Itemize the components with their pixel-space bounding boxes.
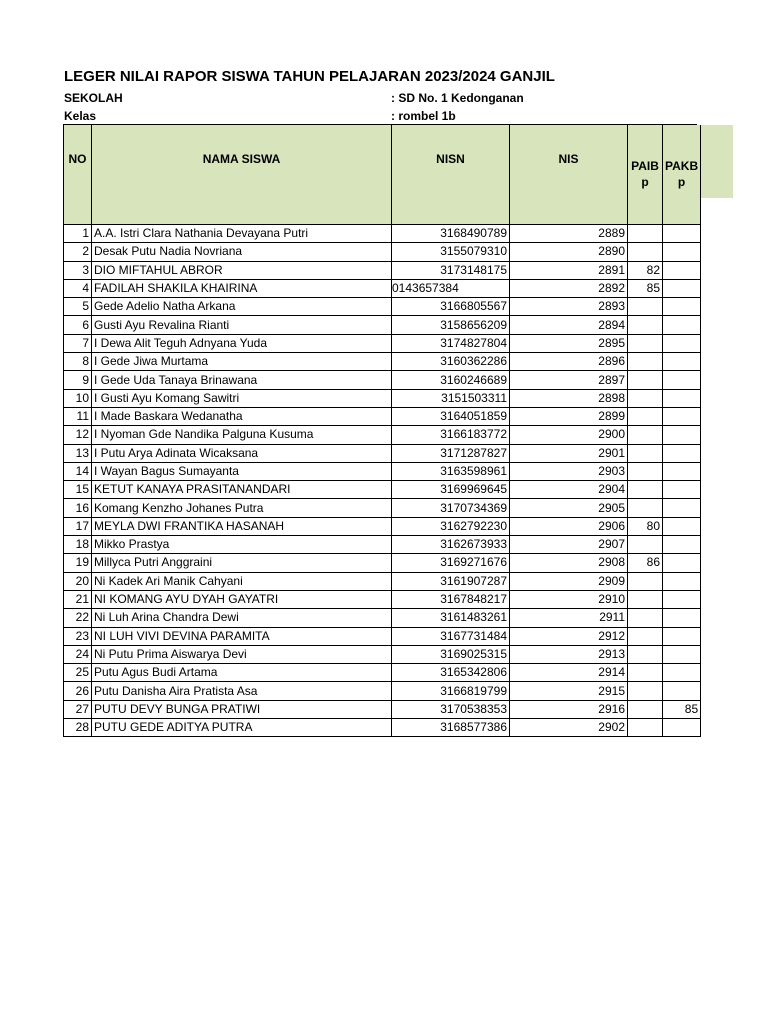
cell-nis: 2892	[510, 279, 628, 297]
cell-name: PUTU DEVY BUNGA PRATIWI	[92, 700, 392, 718]
cell-nisn: 3170538353	[392, 700, 510, 718]
cell-paib	[628, 353, 663, 371]
cell-pakb	[663, 225, 701, 243]
cell-nis: 2913	[510, 645, 628, 663]
cell-paib	[628, 298, 663, 316]
cell-no: 7	[64, 334, 92, 352]
cell-paib	[628, 590, 663, 608]
cell-name: I Gusti Ayu Komang Sawitri	[92, 389, 392, 407]
cell-paib	[628, 682, 663, 700]
cell-nisn: 3171287827	[392, 444, 510, 462]
cell-nisn: 3166805567	[392, 298, 510, 316]
cell-no: 6	[64, 316, 92, 334]
cell-name: I Nyoman Gde Nandika Palguna Kusuma	[92, 426, 392, 444]
cell-name: I Gede Jiwa Murtama	[92, 353, 392, 371]
cell-nisn: 3161907287	[392, 572, 510, 590]
cell-pakb	[663, 426, 701, 444]
cell-no: 16	[64, 499, 92, 517]
cell-name: Putu Agus Budi Artama	[92, 664, 392, 682]
cell-no: 19	[64, 554, 92, 572]
cell-paib	[628, 371, 663, 389]
cell-nisn: 3160246689	[392, 371, 510, 389]
cell-no: 14	[64, 462, 92, 480]
cell-pakb	[663, 517, 701, 535]
table-header-row	[64, 125, 701, 225]
cell-no: 24	[64, 645, 92, 663]
cell-paib	[628, 462, 663, 480]
cell-name: Ni Putu Prima Aiswarya Devi	[92, 645, 392, 663]
cell-nisn: 3169969645	[392, 481, 510, 499]
table-row	[64, 353, 701, 371]
table-row	[64, 261, 701, 279]
cell-pakb: 85	[663, 700, 701, 718]
cell-no: 8	[64, 353, 92, 371]
cell-nisn: 3167848217	[392, 590, 510, 608]
cell-paib	[628, 664, 663, 682]
cell-pakb	[663, 627, 701, 645]
cell-nis: 2906	[510, 517, 628, 535]
cell-name: NI KOMANG AYU DYAH GAYATRI	[92, 590, 392, 608]
cell-nisn: 3169271676	[392, 554, 510, 572]
cell-no: 21	[64, 590, 92, 608]
cell-pakb	[663, 243, 701, 261]
cell-name: I Gede Uda Tanaya Brinawana	[92, 371, 392, 389]
class-value: : rombel 1b	[391, 109, 456, 123]
table-row	[64, 536, 701, 554]
cell-name: Putu Danisha Aira Pratista Asa	[92, 682, 392, 700]
cell-pakb	[663, 481, 701, 499]
cell-nisn: 3174827804	[392, 334, 510, 352]
table-row	[64, 389, 701, 407]
cell-pakb	[663, 298, 701, 316]
col-header-paib-label: PAIB p	[631, 159, 659, 190]
table-row	[64, 225, 701, 243]
cell-no: 2	[64, 243, 92, 261]
cell-pakb	[663, 719, 701, 737]
col-header-no: NO	[64, 125, 92, 225]
cell-nisn: 3168490789	[392, 225, 510, 243]
cell-nisn: 3155079310	[392, 243, 510, 261]
grade-table	[63, 124, 701, 737]
cell-nis: 2893	[510, 298, 628, 316]
cell-name: I Made Baskara Wedanatha	[92, 407, 392, 425]
cell-no: 27	[64, 700, 92, 718]
table-row	[64, 627, 701, 645]
cell-nisn: 3158656209	[392, 316, 510, 334]
table-row	[64, 700, 701, 718]
cell-pakb	[663, 444, 701, 462]
table-row	[64, 719, 701, 737]
cell-nisn: 3162673933	[392, 536, 510, 554]
cell-no: 28	[64, 719, 92, 737]
table-row	[64, 590, 701, 608]
cell-paib	[628, 334, 663, 352]
page-title: LEGER NILAI RAPOR SISWA TAHUN PELAJARAN 2023/2024 GANJIL	[64, 68, 555, 85]
cell-nisn: 0143657384	[392, 279, 510, 297]
class-label: Kelas	[64, 109, 97, 123]
cell-no: 10	[64, 389, 92, 407]
cell-nisn: 3169025315	[392, 645, 510, 663]
cell-paib	[628, 719, 663, 737]
header-top-border	[627, 124, 697, 125]
school-value: : SD No. 1 Kedonganan	[391, 91, 524, 105]
table-row	[64, 517, 701, 535]
cell-nis: 2903	[510, 462, 628, 480]
cell-no: 1	[64, 225, 92, 243]
cell-paib	[628, 572, 663, 590]
cell-name: Gede Adelio Natha Arkana	[92, 298, 392, 316]
cell-no: 9	[64, 371, 92, 389]
cell-name: A.A. Istri Clara Nathania Devayana Putri	[92, 225, 392, 243]
table-row	[64, 664, 701, 682]
cell-pakb	[663, 462, 701, 480]
cell-pakb	[663, 334, 701, 352]
table-row	[64, 279, 701, 297]
cell-no: 26	[64, 682, 92, 700]
header-fill-extension	[697, 125, 733, 198]
cell-name: I Dewa Alit Teguh Adnyana Yuda	[92, 334, 392, 352]
cell-nis: 2901	[510, 444, 628, 462]
col-header-nis: NIS	[510, 125, 628, 225]
cell-nis: 2916	[510, 700, 628, 718]
cell-nisn: 3167731484	[392, 627, 510, 645]
cell-pakb	[663, 261, 701, 279]
cell-nis: 2900	[510, 426, 628, 444]
cell-name: MEYLA DWI FRANTIKA HASANAH	[92, 517, 392, 535]
cell-pakb	[663, 389, 701, 407]
table-row	[64, 682, 701, 700]
cell-name: PUTU GEDE ADITYA PUTRA	[92, 719, 392, 737]
cell-name: Millyca Putri Anggraini	[92, 554, 392, 572]
cell-paib: 80	[628, 517, 663, 535]
cell-pakb	[663, 682, 701, 700]
cell-nis: 2899	[510, 407, 628, 425]
cell-no: 4	[64, 279, 92, 297]
cell-paib	[628, 316, 663, 334]
cell-name: NI LUH VIVI DEVINA PARAMITA	[92, 627, 392, 645]
cell-nisn: 3165342806	[392, 664, 510, 682]
cell-pakb	[663, 609, 701, 627]
cell-paib: 86	[628, 554, 663, 572]
cell-nis: 2890	[510, 243, 628, 261]
cell-nis: 2911	[510, 609, 628, 627]
cell-nisn: 3160362286	[392, 353, 510, 371]
table-row	[64, 645, 701, 663]
cell-nis: 2894	[510, 316, 628, 334]
col-header-name: NAMA SISWA	[92, 125, 392, 225]
table-row	[64, 499, 701, 517]
table-row	[64, 334, 701, 352]
cell-nis: 2895	[510, 334, 628, 352]
cell-nis: 2904	[510, 481, 628, 499]
cell-paib	[628, 426, 663, 444]
table-row	[64, 407, 701, 425]
cell-nisn: 3166819799	[392, 682, 510, 700]
cell-pakb	[663, 572, 701, 590]
table-row	[64, 462, 701, 480]
cell-name: Komang Kenzho Johanes Putra	[92, 499, 392, 517]
table-row	[64, 554, 701, 572]
col-header-pakb	[663, 125, 701, 225]
cell-nis: 2891	[510, 261, 628, 279]
table-row	[64, 243, 701, 261]
cell-pakb	[663, 590, 701, 608]
cell-pakb	[663, 353, 701, 371]
cell-paib	[628, 225, 663, 243]
cell-pakb	[663, 316, 701, 334]
table-row	[64, 298, 701, 316]
cell-paib	[628, 536, 663, 554]
cell-paib	[628, 481, 663, 499]
cell-paib	[628, 499, 663, 517]
table-row	[64, 444, 701, 462]
table-row	[64, 481, 701, 499]
cell-nisn: 3163598961	[392, 462, 510, 480]
cell-nisn: 3170734369	[392, 499, 510, 517]
cell-nis: 2914	[510, 664, 628, 682]
cell-name: KETUT KANAYA PRASITANANDARI	[92, 481, 392, 499]
cell-name: Desak Putu Nadia Novriana	[92, 243, 392, 261]
cell-name: Gusti Ayu Revalina Rianti	[92, 316, 392, 334]
cell-paib	[628, 389, 663, 407]
cell-no: 23	[64, 627, 92, 645]
cell-pakb	[663, 371, 701, 389]
cell-nis: 2907	[510, 536, 628, 554]
school-label: SEKOLAH	[64, 91, 123, 105]
cell-no: 22	[64, 609, 92, 627]
cell-paib: 85	[628, 279, 663, 297]
table-row	[64, 426, 701, 444]
cell-no: 12	[64, 426, 92, 444]
cell-name: DIO MIFTAHUL ABROR	[92, 261, 392, 279]
cell-no: 15	[64, 481, 92, 499]
cell-no: 5	[64, 298, 92, 316]
cell-name: Ni Kadek Ari Manik Cahyani	[92, 572, 392, 590]
table-row	[64, 572, 701, 590]
table-row	[64, 316, 701, 334]
col-header-pakb-label: PAKB p	[665, 159, 699, 190]
cell-paib	[628, 700, 663, 718]
cell-pakb	[663, 536, 701, 554]
cell-nisn: 3161483261	[392, 609, 510, 627]
cell-no: 18	[64, 536, 92, 554]
cell-nis: 2889	[510, 225, 628, 243]
cell-pakb	[663, 499, 701, 517]
cell-nisn: 3151503311	[392, 389, 510, 407]
cell-paib	[628, 444, 663, 462]
cell-nisn: 3166183772	[392, 426, 510, 444]
cell-name: I Wayan Bagus Sumayanta	[92, 462, 392, 480]
cell-name: Mikko Prastya	[92, 536, 392, 554]
cell-pakb	[663, 664, 701, 682]
cell-no: 20	[64, 572, 92, 590]
cell-name: I Putu Arya Adinata Wicaksana	[92, 444, 392, 462]
cell-nis: 2908	[510, 554, 628, 572]
cell-paib	[628, 645, 663, 663]
cell-nis: 2896	[510, 353, 628, 371]
cell-nisn: 3168577386	[392, 719, 510, 737]
cell-no: 13	[64, 444, 92, 462]
cell-paib: 82	[628, 261, 663, 279]
cell-nis: 2912	[510, 627, 628, 645]
cell-pakb	[663, 554, 701, 572]
cell-nis: 2910	[510, 590, 628, 608]
table-row	[64, 609, 701, 627]
cell-nis: 2898	[510, 389, 628, 407]
table-row	[64, 371, 701, 389]
cell-no: 3	[64, 261, 92, 279]
cell-nis: 2897	[510, 371, 628, 389]
cell-nis: 2905	[510, 499, 628, 517]
cell-nisn: 3164051859	[392, 407, 510, 425]
cell-nisn: 3162792230	[392, 517, 510, 535]
cell-name: FADILAH SHAKILA KHAIRINA	[92, 279, 392, 297]
cell-pakb	[663, 407, 701, 425]
cell-paib	[628, 609, 663, 627]
cell-paib	[628, 407, 663, 425]
table-body	[64, 225, 701, 737]
col-header-paib	[628, 125, 663, 225]
cell-no: 11	[64, 407, 92, 425]
cell-paib	[628, 243, 663, 261]
cell-paib	[628, 627, 663, 645]
cell-pakb	[663, 645, 701, 663]
cell-pakb	[663, 279, 701, 297]
cell-nisn: 3173148175	[392, 261, 510, 279]
cell-nis: 2915	[510, 682, 628, 700]
col-header-nisn: NISN	[392, 125, 510, 225]
cell-no: 25	[64, 664, 92, 682]
cell-nis: 2909	[510, 572, 628, 590]
cell-name: Ni Luh Arina Chandra Dewi	[92, 609, 392, 627]
cell-nis: 2902	[510, 719, 628, 737]
cell-no: 17	[64, 517, 92, 535]
